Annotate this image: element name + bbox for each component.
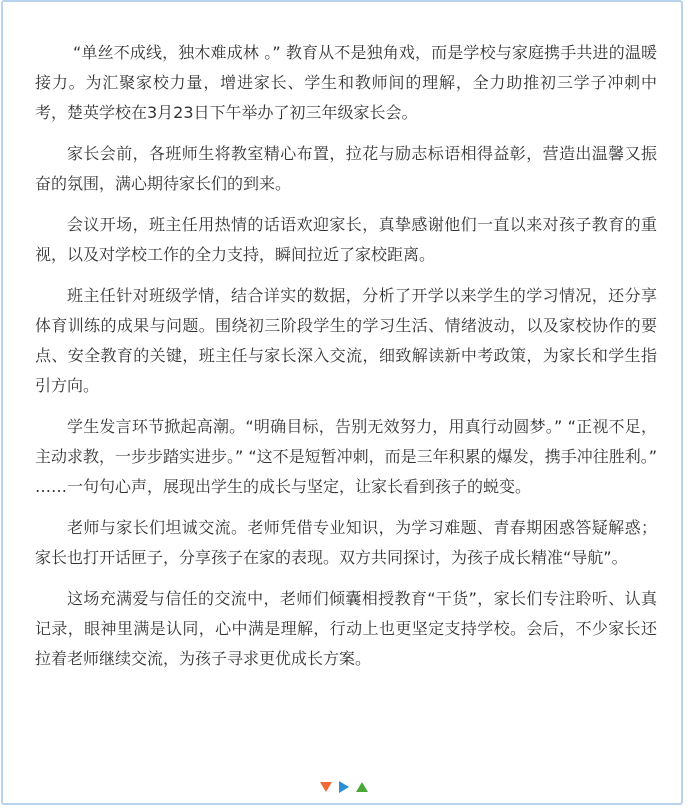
paragraph-student-speeches: 学生发言环节掀起高潮。“明确目标，告别无效努力，用真行动圆梦。” “正视不足，主动求教，一步步踏实进步。” “这不是短暂冲刺，而是三年积累的爆发，携手冲往胜利。” ……一句句心声，展现出学生的成长与坚定，让家长看到孩子的蜕变。 bbox=[35, 417, 657, 496]
paragraph-intro: “单丝不成线，独木难成林 。” 教育从不是独角戏，而是学校与家庭携手共进的温暖接力。为汇聚家校力量，增进家长、学生和教师间的理解，全力助推初三学子冲刺中考，楚英学校在3月23日下午举办了初三年级家长会。 bbox=[35, 43, 657, 122]
paragraph-opening: 会议开场，班主任用热情的话语欢迎家长，真挚感谢他们一直以来对孩子教育的重视，以及对学校工作的全力支持，瞬间拉近了家校距离。 bbox=[35, 215, 657, 264]
paragraph-teacher-parent-exchange: 老师与家长们坦诚交流。老师凭借专业知识，为学习难题、青春期困惑答疑解惑；家长也打开话匣子，分享孩子在家的表现。双方共同探讨，为孩子成长精准“导航”。 bbox=[35, 518, 657, 567]
triangle-right-icon bbox=[339, 781, 349, 793]
article-body bbox=[35, 38, 657, 685]
paragraph-class-report: 班主任针对班级学情，结合详实的数据，分析了开学以来学生的学习情况，还分享体育训练的成果与问题。围绕初三阶段学生的学习生活、情绪波动，以及家校协作的要点、安全教育的关键，班主任与家长深入交流，细致解读新中考政策，为家长和学生指引方向。 bbox=[35, 286, 657, 395]
paragraph-preparation: 家长会前，各班师生将教室精心布置，拉花与励志标语相得益彰，营造出温馨又振奋的氛围，满心期待家长们的到来。 bbox=[35, 144, 657, 193]
end-decoration bbox=[0, 776, 688, 790]
paragraph-conclusion: 这场充满爱与信任的交流中，老师们倾囊相授教育“干货”，家长们专注聆听、认真记录，眼神里满是认同，心中满是理解，行动上也更坚定支持学校。会后，不少家长还拉着老师继续交流，为孩子寻求更优成长方案。 bbox=[35, 589, 657, 668]
article-frame bbox=[1, 0, 683, 805]
triangle-down-icon bbox=[320, 782, 332, 792]
triangle-up-icon bbox=[356, 782, 368, 792]
